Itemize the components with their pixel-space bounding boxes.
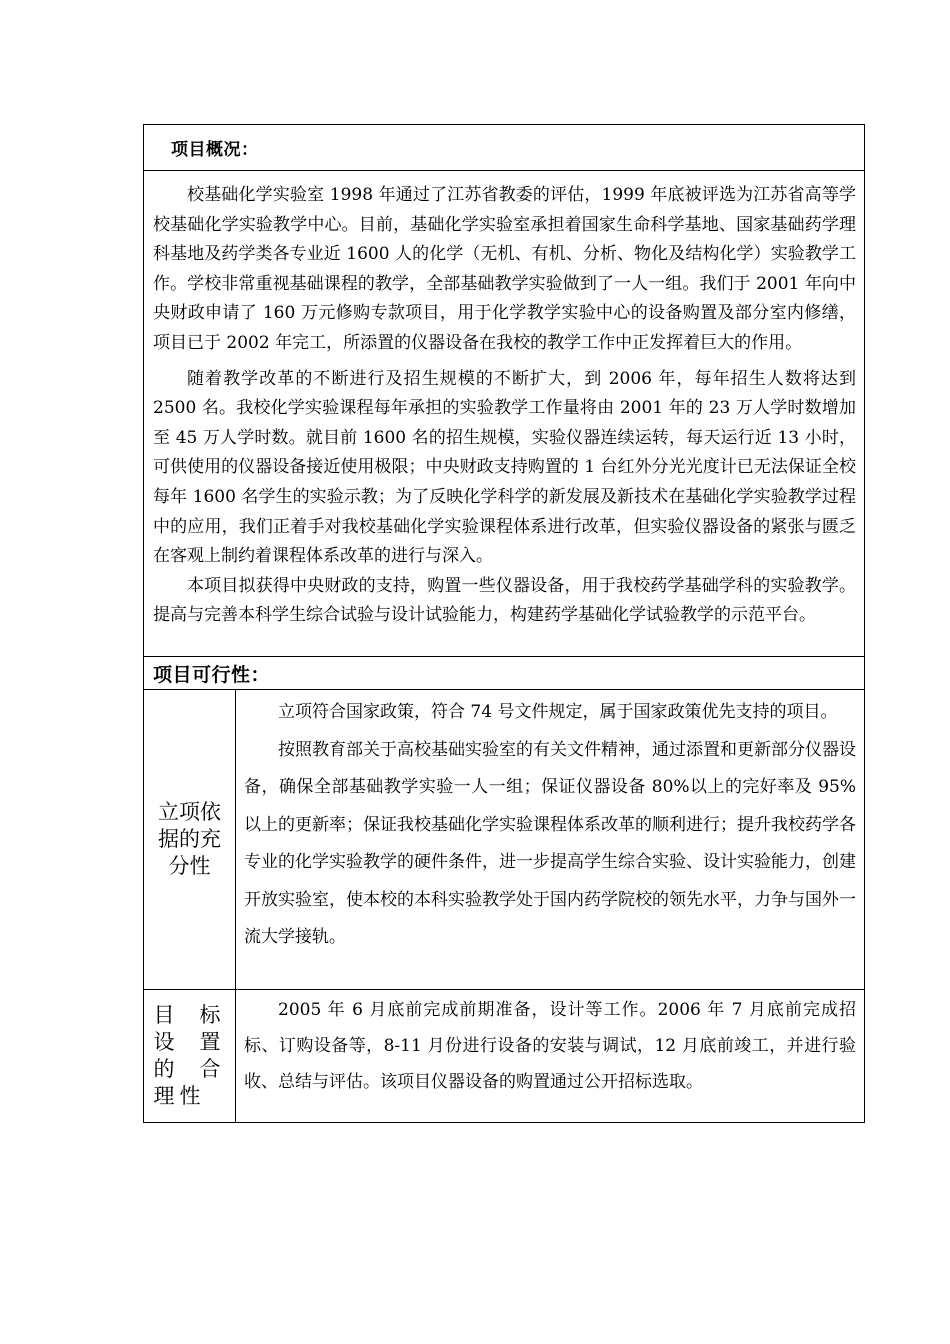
overview-paragraph-2: 随着教学改革的不断进行及招生规模的不断扩大，到 2006 年，每年招生人数将达到 2500 名。我校化学实验课程每年承担的实验教学工作量将由 2001 年的 23 万人学时数增加至 45 万人学时数。就目前 1600 名的招生规模，实验仪器连续运转，每天运行近 13 小时，可供使用的仪器设备接近使用极限；中央财政支持购置的 1 台红外分光光度计已无法保证全校每年 1600 名学生的实验示教；为了反映化学科学的新发展及新技术在基础化学实验教学过程中的应用，我们正着手对我校基础化学实验课程体系进行改革，但实验仪器设备的紧张与匮乏在客观上制约着课程体系改革的进行与深入。 bbox=[153, 368, 856, 567]
overview-paragraph-1: 校基础化学实验室 1998 年通过了江苏省教委的评估，1999 年底被评选为江苏省高等学校基础化学实验教学中心。目前，基础化学实验室承担着国家生命科学基地、国家基础药学理科基地及药学类各专业近 1600 人的化学（无机、有机、分析、物化及结构化学）实验教学工作。学校非常重视基础课程的教学，全部基础教学实验做到了一人一组。我们于 2001 年向中央财政申请了 160 万元修购专款项目，用于化学教学实验中心的设备购置及部分室内修缮，项目已于 2002 年完工，所添置的仪器设备在我校的教学工作中正发挥着巨大的作用。 bbox=[153, 185, 856, 353]
goal-label-cell bbox=[144, 990, 236, 1122]
basis-content-cell bbox=[236, 690, 864, 989]
basis-paragraph-2: 按照教育部关于高校基础实验室的有关文件精神，通过添置和更新部分仪器设备，确保全部基础教学实验一人一组；保证仪器设备 80%以上的完好率及 95%以上的更新率；保证我校基础化学实验课程体系改革的顺利进行；提升我校药学各专业的化学实验教学的硬件条件，进一步提高学生综合实验、设计实验能力，创建开放实验室，使本校的本科实验教学处于国内药学院校的领先水平，力争与国外一流大学接轨。 bbox=[244, 739, 856, 947]
feasibility-heading: 项目可行性： bbox=[153, 663, 271, 686]
basis-label-cell bbox=[144, 690, 236, 989]
goal-content-cell bbox=[236, 990, 864, 1122]
overview-heading-row bbox=[144, 125, 864, 171]
overview-paragraph-3: 本项目拟获得中央财政的支持，购置一些仪器设备，用于我校药学基础学科的实验教学。提高与完善本科学生综合试验与设计试验能力，构建药学基础化学试验教学的示范平台。 bbox=[153, 575, 856, 626]
goal-label: 目标设置的合理性 bbox=[153, 1003, 226, 1108]
basis-paragraph-1: 立项符合国家政策，符合 74 号文件规定，属于国家政策优先支持的项目。 bbox=[278, 702, 838, 722]
basis-row bbox=[144, 690, 864, 990]
overview-heading: 项目概况： bbox=[171, 140, 259, 160]
goal-paragraph-1: 2005 年 6 月底前完成前期准备，设计等工作。2006 年 7 月底前完成招标、订购设备等，8-11 月份进行设备的安装与调试，12 月底前竣工，并进行验收、总结与评估。该项目仪器设备的购置通过公开招标选取。 bbox=[244, 1000, 856, 1092]
overview-body bbox=[144, 171, 864, 657]
feasibility-heading-row bbox=[144, 657, 864, 690]
basis-label: 立项依据的充分性 bbox=[158, 800, 221, 878]
goal-row bbox=[144, 990, 864, 1122]
project-form-table bbox=[143, 124, 865, 1123]
